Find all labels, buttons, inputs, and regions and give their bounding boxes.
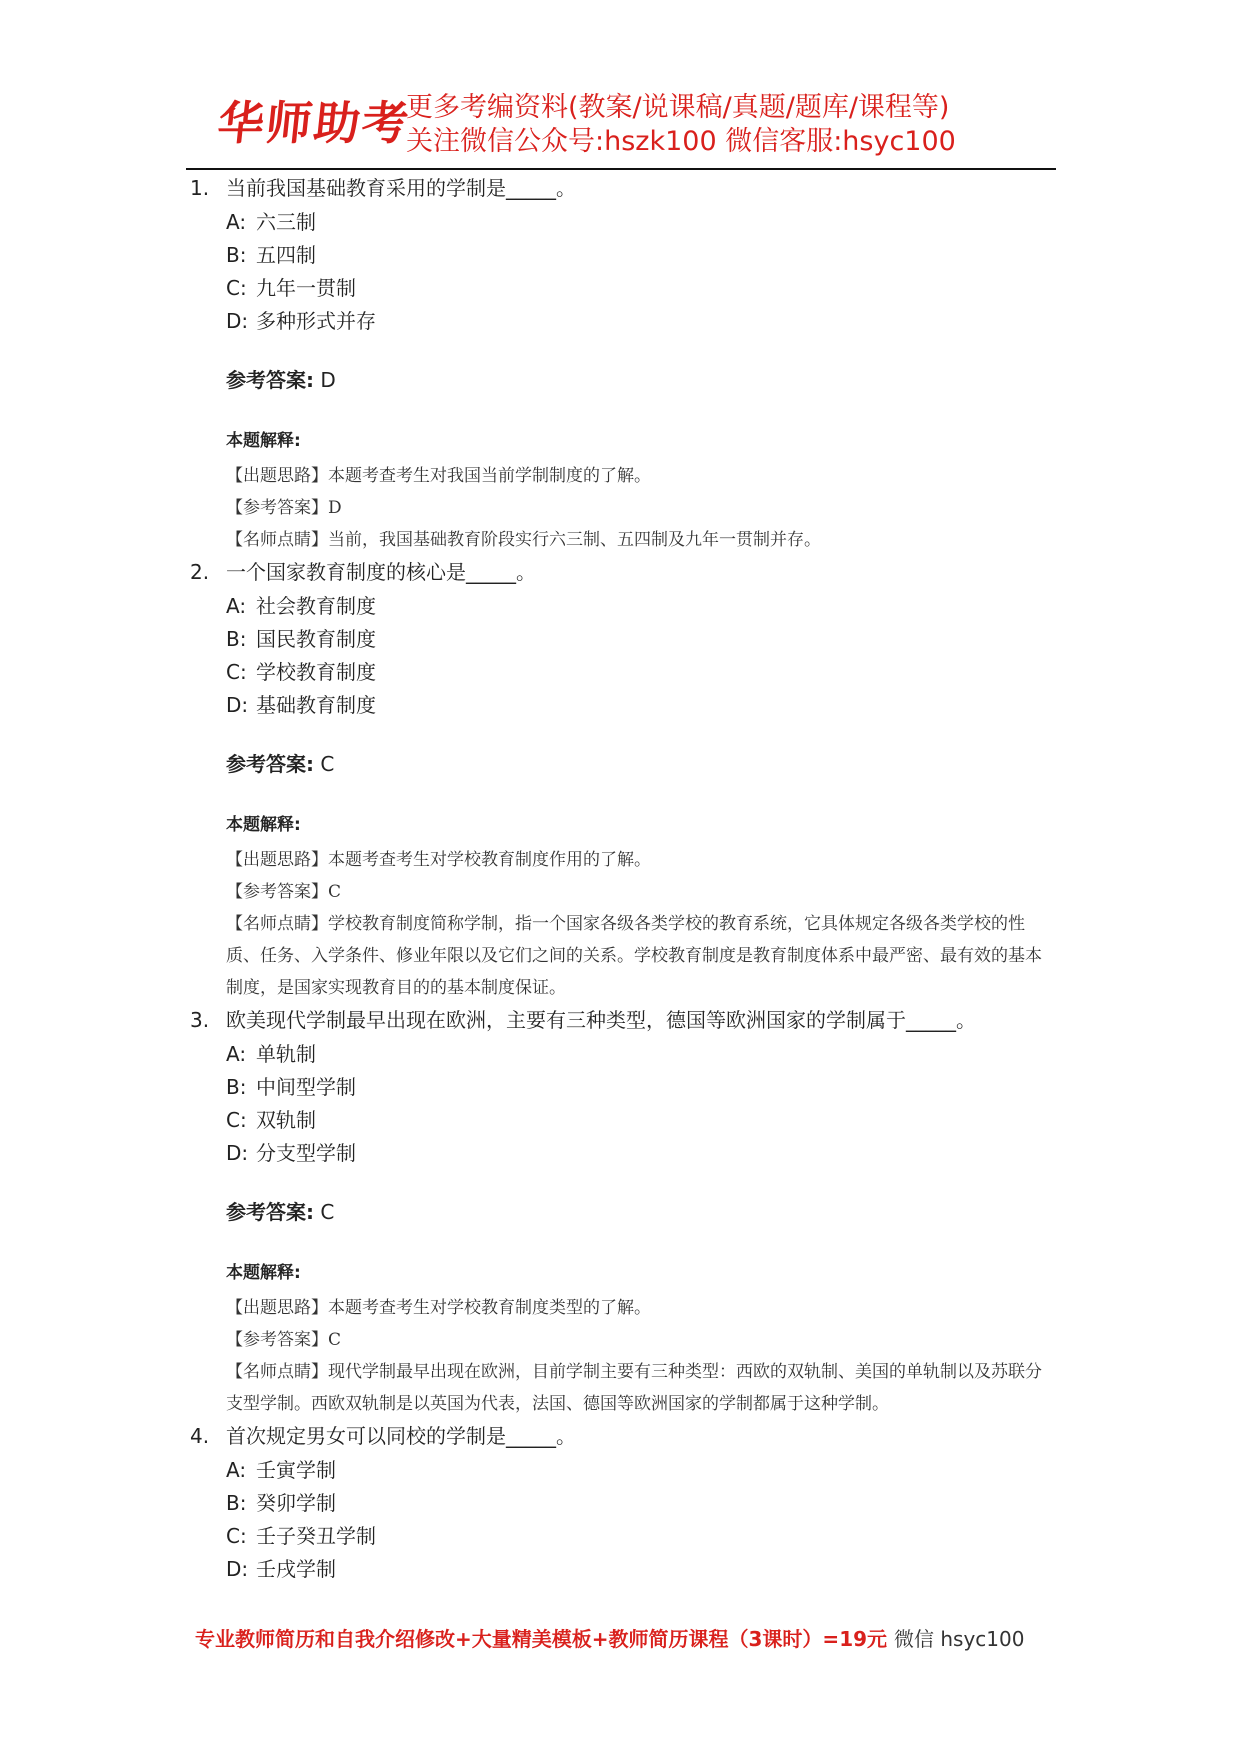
question-number: 1. <box>190 176 210 200</box>
explanation-line: 【参考答案】C <box>226 1330 342 1350</box>
explanation-line: 【参考答案】D <box>226 498 342 518</box>
option-text: 癸卯学制 <box>256 1491 336 1515</box>
explanation-line: 【出题思路】本题考查考生对我国当前学制制度的了解。 <box>226 466 651 486</box>
option-letter: D: <box>226 693 249 717</box>
option-text: 多种形式并存 <box>256 309 376 333</box>
option-letter: A: <box>226 210 247 234</box>
explanation-line: 【名师点睛】当前，我国基础教育阶段实行六三制、五四制及九年一贯制并存。 <box>226 530 821 550</box>
header-banner <box>210 88 1060 164</box>
option-text: 学校教育制度 <box>256 660 376 684</box>
option-b <box>0 1487 1240 1520</box>
option-d <box>0 1137 1240 1170</box>
question-number: 2. <box>190 560 210 584</box>
footer-promo-text: 专业教师简历和自我介绍修改+大量精美模板+教师简历课程（3课时）=19元 <box>195 1627 888 1651</box>
option-letter: D: <box>226 309 249 333</box>
option-a <box>0 206 1240 239</box>
option-text: 单轨制 <box>256 1042 316 1066</box>
option-text: 壬戌学制 <box>256 1557 336 1581</box>
option-d <box>0 1553 1240 1586</box>
option-c <box>0 1520 1240 1553</box>
answer-label: 参考答案: <box>226 752 314 776</box>
option-text: 五四制 <box>256 243 316 267</box>
explanation-line: 【名师点睛】现代学制最早出现在欧洲，目前学制主要有三种类型：西欧的双轨制、美国的单轨制以及苏联分支型学制。西欧双轨制是以英国为代表，法国、德国等欧洲国家的学制都属于这种学制。 <box>226 1362 1042 1414</box>
option-text: 六三制 <box>256 210 316 234</box>
option-c <box>0 1104 1240 1137</box>
reference-answer <box>0 1198 1240 1234</box>
footer-contact: 微信 hsyc100 <box>894 1627 1025 1651</box>
option-d <box>0 689 1240 722</box>
option-letter: B: <box>226 243 247 267</box>
reference-answer <box>0 366 1240 402</box>
explanation-title: 本题解释: <box>226 1263 301 1283</box>
option-c <box>0 272 1240 305</box>
answer-label: 参考答案: <box>226 1200 314 1224</box>
banner-contact-line: 关注微信公众号:hszk100 微信客服:hsyc100 <box>406 126 956 157</box>
option-text: 社会教育制度 <box>256 594 376 618</box>
explanation-title: 本题解释: <box>226 815 301 835</box>
option-c <box>0 656 1240 689</box>
option-letter: A: <box>226 594 247 618</box>
answer-value: C <box>320 1200 335 1224</box>
option-letter: A: <box>226 1042 247 1066</box>
option-letter: C: <box>226 1524 247 1548</box>
question-stem <box>0 1420 1240 1454</box>
option-letter: D: <box>226 1141 249 1165</box>
option-b <box>0 1071 1240 1104</box>
explanation-line: 【出题思路】本题考查考生对学校教育制度类型的了解。 <box>226 1298 651 1318</box>
brand-logo: 华师助考 <box>215 96 413 150</box>
option-text: 中间型学制 <box>256 1075 356 1099</box>
option-text: 壬寅学制 <box>256 1458 336 1482</box>
option-text: 九年一贯制 <box>256 276 356 300</box>
question-4 <box>0 1420 1240 1586</box>
answer-label: 参考答案: <box>226 368 314 392</box>
question-stem <box>0 1004 1240 1038</box>
explanation-title: 本题解释: <box>226 431 301 451</box>
explanation-line: 【名师点睛】学校教育制度简称学制，指一个国家各级各类学校的教育系统，它具体规定各级各类学校的性质、任务、入学条件、修业年限以及它们之间的关系。学校教育制度是教育制度体系中最严密、最有效的基本制度，是国家实现教育目的的基本制度保证。 <box>226 914 1042 998</box>
option-text: 基础教育制度 <box>256 693 376 717</box>
question-stem <box>0 556 1240 590</box>
footer-promo <box>195 1623 1024 1652</box>
option-d <box>0 305 1240 338</box>
option-letter: B: <box>226 1075 247 1099</box>
option-a <box>0 1454 1240 1487</box>
option-letter: C: <box>226 1108 247 1132</box>
question-text: 一个国家教育制度的核心是_____。 <box>226 560 536 584</box>
option-letter: C: <box>226 660 247 684</box>
question-text: 首次规定男女可以同校的学制是_____。 <box>226 1424 576 1448</box>
explanation-line: 【参考答案】C <box>226 882 342 902</box>
answer-value: D <box>320 368 336 392</box>
banner-promo-line: 更多考编资料(教案/说课稿/真题/题库/课程等) <box>406 92 950 123</box>
question-3 <box>0 1004 1240 1420</box>
option-letter: B: <box>226 1491 247 1515</box>
option-b <box>0 239 1240 272</box>
question-number: 3. <box>190 1008 210 1032</box>
option-text: 分支型学制 <box>256 1141 356 1165</box>
question-text: 当前我国基础教育采用的学制是_____。 <box>226 176 576 200</box>
option-letter: C: <box>226 276 247 300</box>
reference-answer <box>0 750 1240 786</box>
option-a <box>0 1038 1240 1071</box>
option-a <box>0 590 1240 623</box>
option-letter: D: <box>226 1557 249 1581</box>
option-letter: A: <box>226 1458 247 1482</box>
explanation-line: 【出题思路】本题考查考生对学校教育制度作用的了解。 <box>226 850 651 870</box>
option-letter: B: <box>226 627 247 651</box>
option-text: 壬子癸丑学制 <box>256 1524 376 1548</box>
answer-value: C <box>320 752 335 776</box>
question-list <box>0 172 1240 1586</box>
question-number: 4. <box>190 1424 210 1448</box>
question-1 <box>0 172 1240 556</box>
option-text: 双轨制 <box>256 1108 316 1132</box>
question-stem <box>0 172 1240 206</box>
option-b <box>0 623 1240 656</box>
question-text: 欧美现代学制最早出现在欧洲，主要有三种类型，德国等欧洲国家的学制属于_____。 <box>226 1008 976 1032</box>
question-2 <box>0 556 1240 1004</box>
option-text: 国民教育制度 <box>256 627 376 651</box>
header-divider <box>186 168 1056 170</box>
